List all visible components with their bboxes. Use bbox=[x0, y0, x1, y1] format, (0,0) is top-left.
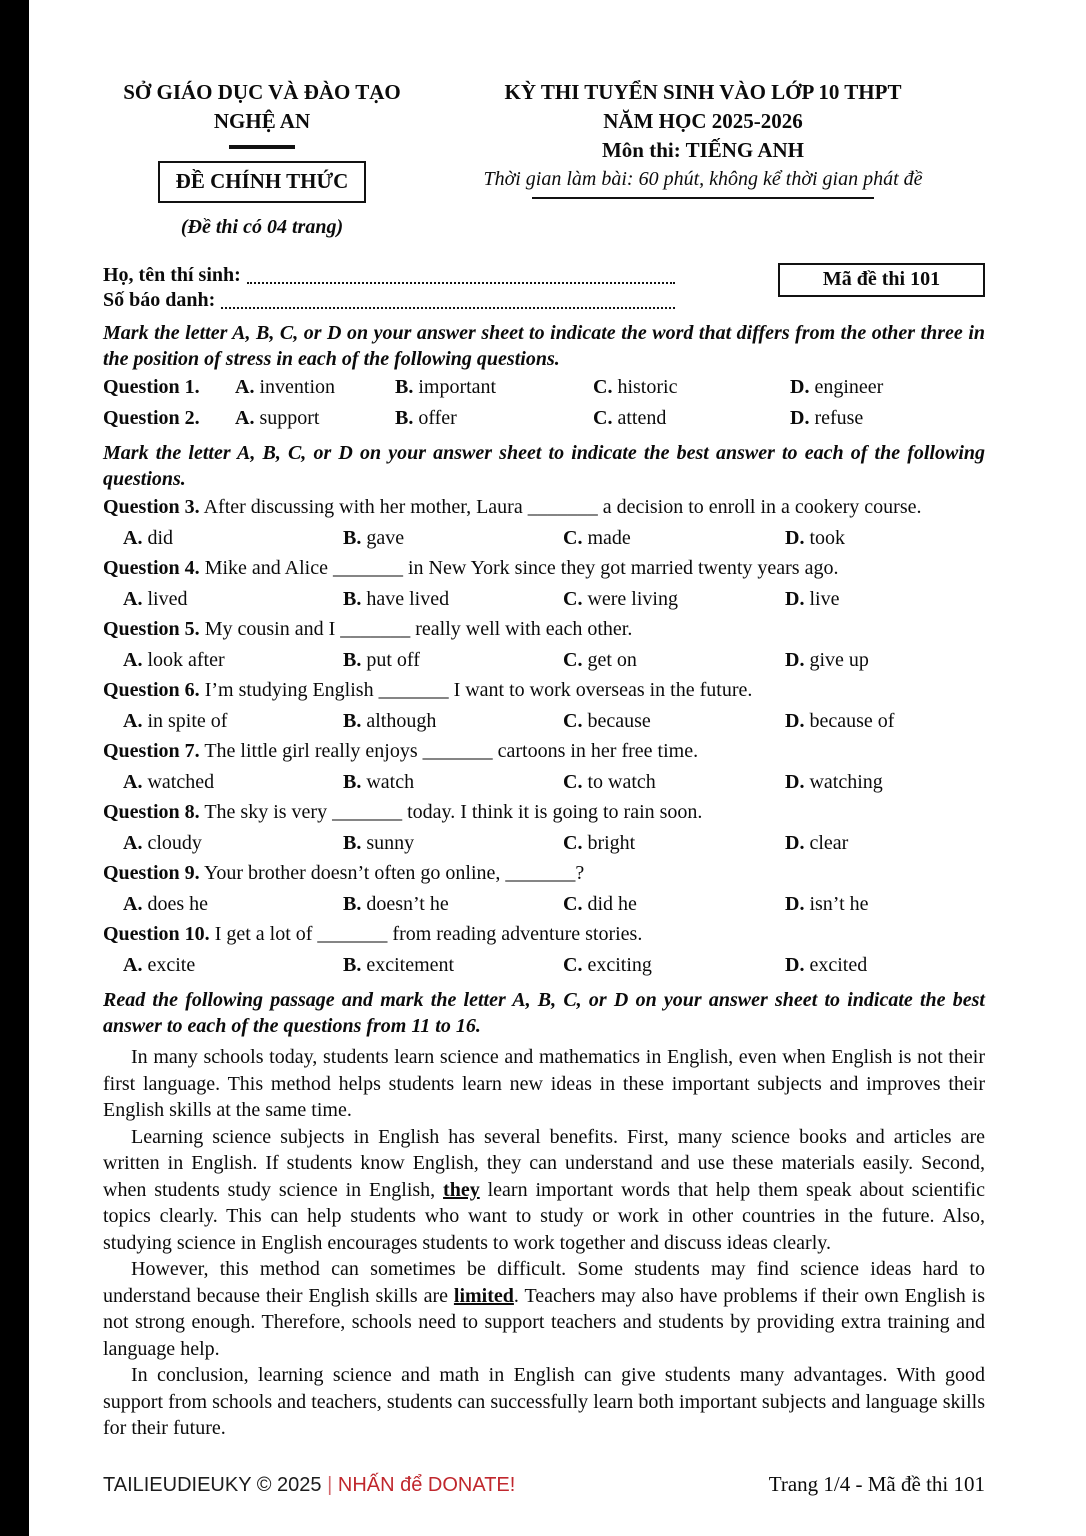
passage-text: learn important words that help them speak about scientific topics clearly. This can help students who want to study or work in other countries in the future. Also, studying science in English encourages students to work together and discuss ideas clearly. bbox=[103, 1178, 985, 1254]
official-exam-box: ĐỀ CHÍNH THỨC bbox=[158, 161, 367, 203]
option-letter: A. bbox=[123, 770, 143, 793]
question-text: The sky is very _______ today. I think it is going to rain soon. bbox=[204, 801, 703, 823]
candidate-name-row bbox=[103, 263, 675, 288]
option-letter: D. bbox=[790, 376, 810, 398]
option-c bbox=[563, 645, 785, 676]
option-letter: D. bbox=[790, 406, 810, 429]
question-options bbox=[103, 889, 985, 920]
option-letter: A. bbox=[123, 892, 143, 915]
question-text: Your brother doesn’t often go online, _______? bbox=[203, 862, 585, 884]
option-a bbox=[123, 645, 343, 676]
option-d bbox=[785, 706, 985, 737]
option-letter: A. bbox=[123, 648, 143, 671]
instruction-reading: Read the following passage and mark the letter A, B, C, or D on your answer sheet to indicate the best answer to each of the questions from 11 to 16. bbox=[103, 989, 985, 1037]
option-a bbox=[123, 767, 343, 798]
option-d bbox=[785, 523, 985, 554]
question-options bbox=[103, 584, 985, 615]
option-text: get on bbox=[587, 648, 637, 671]
option-letter: D. bbox=[785, 526, 805, 549]
question-label: Question 1. bbox=[103, 376, 200, 398]
option-c bbox=[593, 403, 790, 434]
question-label: Question 3. bbox=[103, 496, 200, 518]
question-row bbox=[103, 403, 985, 434]
option-letter: B. bbox=[343, 953, 362, 976]
option-letter: B. bbox=[343, 770, 362, 793]
question-label: Question 4. bbox=[103, 557, 200, 579]
option-text: excitement bbox=[366, 953, 455, 976]
duration-note: Thời gian làm bài: 60 phút, không kể thời gian phát đề bbox=[483, 168, 923, 190]
candidate-name-label: Họ, tên thí sinh: bbox=[103, 264, 241, 286]
option-text: attend bbox=[617, 406, 667, 429]
option-text: put off bbox=[366, 648, 420, 671]
passage-text: . Teachers may also have problems if their own English is not strong enough. Therefore, schools need to support teachers and students by providing extra training and language help. bbox=[103, 1284, 985, 1360]
option-text: live bbox=[809, 587, 840, 610]
option-d bbox=[785, 584, 985, 615]
question-options bbox=[103, 706, 985, 737]
option-text: engineer bbox=[814, 376, 884, 398]
option-letter: C. bbox=[563, 953, 583, 976]
option-b bbox=[343, 645, 563, 676]
question-label: Question 10. bbox=[103, 923, 210, 945]
question-text: I’m studying English _______ I want to work overseas in the future. bbox=[204, 679, 753, 701]
option-c bbox=[563, 889, 785, 920]
option-d bbox=[790, 372, 985, 403]
option-b bbox=[395, 403, 593, 434]
option-b bbox=[343, 889, 563, 920]
header-divider-long bbox=[532, 197, 874, 199]
option-text: watched bbox=[147, 770, 215, 793]
option-c bbox=[563, 828, 785, 859]
option-b bbox=[343, 950, 563, 981]
option-b bbox=[343, 828, 563, 859]
option-b bbox=[343, 767, 563, 798]
highlighted-word-they: they bbox=[443, 1178, 480, 1201]
option-c bbox=[563, 706, 785, 737]
option-letter: D. bbox=[785, 587, 805, 610]
option-letter: B. bbox=[395, 376, 414, 398]
header-divider-short bbox=[229, 145, 295, 149]
option-b bbox=[343, 706, 563, 737]
option-c bbox=[563, 523, 785, 554]
department-name: SỞ GIÁO DỤC VÀ ĐÀO TẠO bbox=[123, 80, 401, 104]
option-text: isn’t he bbox=[809, 892, 869, 915]
footer bbox=[103, 1472, 985, 1497]
instruction-stress: Mark the letter A, B, C, or D on your answer sheet to indicate the word that differs from the other three in the position of stress in each of the following questions. bbox=[103, 322, 985, 370]
option-text: did he bbox=[587, 892, 637, 915]
option-text: sunny bbox=[366, 831, 415, 854]
option-letter: B. bbox=[343, 526, 362, 549]
option-letter: B. bbox=[343, 648, 362, 671]
reading-passage bbox=[103, 1044, 985, 1442]
option-d bbox=[785, 950, 985, 981]
candidate-number-row bbox=[103, 288, 675, 313]
header-right bbox=[421, 78, 985, 239]
exam-title: KỲ THI TUYỂN SINH VÀO LỚP 10 THPT bbox=[504, 80, 902, 104]
footer-brand-line bbox=[103, 1474, 515, 1497]
option-a bbox=[123, 523, 343, 554]
option-text: lived bbox=[147, 587, 188, 610]
candidate-section bbox=[103, 263, 985, 313]
option-letter: B. bbox=[343, 709, 362, 732]
option-a bbox=[123, 889, 343, 920]
option-b bbox=[343, 584, 563, 615]
question-label: Question 7. bbox=[103, 740, 200, 762]
option-d bbox=[790, 403, 985, 434]
question-row bbox=[103, 372, 985, 403]
option-text: offer bbox=[418, 406, 457, 429]
passage-text: Learning science subjects in English has several benefits. First, many science books and articles are written in English. If students know English, they can understand and use these materials easily. Second, when students study science in English, bbox=[103, 1125, 985, 1201]
highlighted-word-limited: limited bbox=[453, 1284, 514, 1307]
option-d bbox=[785, 889, 985, 920]
option-b bbox=[395, 372, 593, 403]
option-c bbox=[593, 372, 790, 403]
scan-edge-strip bbox=[0, 0, 29, 1536]
option-d bbox=[785, 828, 985, 859]
question-text-row bbox=[103, 553, 985, 584]
footer-brand: TAILIEUDIEUKY © 2025 bbox=[103, 1474, 322, 1496]
candidate-number-label: Số báo danh: bbox=[103, 289, 216, 311]
option-letter: C. bbox=[593, 376, 613, 398]
option-letter: D. bbox=[785, 953, 805, 976]
question-text-row bbox=[103, 675, 985, 706]
option-c bbox=[563, 584, 785, 615]
question-label: Question 9. bbox=[103, 862, 200, 884]
option-letter: C. bbox=[563, 892, 583, 915]
option-letter: C. bbox=[563, 831, 583, 854]
question-label: Question 2. bbox=[103, 406, 200, 429]
option-text: watching bbox=[809, 770, 883, 793]
option-text: because of bbox=[809, 709, 895, 732]
question-text-row bbox=[103, 492, 985, 523]
option-text: doesn’t he bbox=[366, 892, 449, 915]
province-name: NGHỆ AN bbox=[213, 109, 311, 133]
question-text-row bbox=[103, 919, 985, 950]
option-text: did bbox=[147, 526, 174, 549]
option-text: cloudy bbox=[147, 831, 202, 854]
option-b bbox=[343, 523, 563, 554]
page-count-note: (Đề thi có 04 trang) bbox=[180, 216, 344, 238]
option-text: made bbox=[587, 526, 631, 549]
candidate-number-fill-line bbox=[221, 288, 675, 309]
option-text: invention bbox=[259, 376, 335, 398]
footer-page-info: Trang 1/4 - Mã đề thi 101 bbox=[768, 1472, 985, 1496]
header bbox=[103, 78, 985, 239]
question-text-row bbox=[103, 614, 985, 645]
instruction-best-answer: Mark the letter A, B, C, or D on your answer sheet to indicate the best answer to each of the following questions. bbox=[103, 442, 985, 490]
candidate-lines bbox=[103, 263, 675, 313]
option-d bbox=[785, 645, 985, 676]
option-a bbox=[123, 950, 343, 981]
option-text: although bbox=[366, 709, 437, 732]
question-text: Mike and Alice _______ in New York since they got married twenty years ago. bbox=[204, 557, 839, 579]
question-text-row bbox=[103, 736, 985, 767]
option-text: clear bbox=[809, 831, 849, 854]
subject-line: Môn thi: TIẾNG ANH bbox=[601, 138, 805, 162]
option-text: in spite of bbox=[147, 709, 228, 732]
option-text: bright bbox=[587, 831, 636, 854]
option-a bbox=[123, 584, 343, 615]
option-text: because bbox=[587, 709, 651, 732]
passage-paragraph-2 bbox=[103, 1124, 985, 1257]
question-text-row bbox=[103, 797, 985, 828]
question-text: The little girl really enjoys _______ cartoons in her free time. bbox=[204, 740, 699, 762]
candidate-name-fill-line bbox=[247, 263, 675, 284]
question-label: Question 6. bbox=[103, 679, 200, 701]
question-options bbox=[103, 767, 985, 798]
option-text: exciting bbox=[587, 953, 652, 976]
option-d bbox=[785, 767, 985, 798]
question-label: Question 5. bbox=[103, 618, 200, 640]
option-letter: D. bbox=[785, 831, 805, 854]
question-options bbox=[103, 645, 985, 676]
option-a bbox=[235, 403, 395, 434]
option-c bbox=[563, 950, 785, 981]
question-options bbox=[103, 950, 985, 981]
option-letter: A. bbox=[235, 406, 255, 429]
option-letter: D. bbox=[785, 648, 805, 671]
passage-text: However, this method can sometimes be difficult. Some students may find science ideas hard to understand because their English skills are bbox=[103, 1258, 985, 1307]
option-text: to watch bbox=[587, 770, 656, 793]
option-text: were living bbox=[587, 587, 678, 610]
option-text: historic bbox=[617, 376, 678, 398]
option-text: excite bbox=[147, 953, 196, 976]
header-left bbox=[103, 78, 421, 239]
school-year: NĂM HỌC 2025-2026 bbox=[603, 109, 803, 133]
option-letter: C. bbox=[593, 406, 613, 429]
option-text: watch bbox=[366, 770, 415, 793]
question-text: After discussing with her mother, Laura _______ a decision to enroll in a cookery course. bbox=[203, 496, 922, 518]
option-letter: A. bbox=[123, 709, 143, 732]
option-letter: D. bbox=[785, 770, 805, 793]
page-content bbox=[103, 78, 985, 1442]
option-letter: A. bbox=[123, 526, 143, 549]
option-a bbox=[123, 706, 343, 737]
option-text: refuse bbox=[814, 406, 864, 429]
official-exam-box-wrap bbox=[103, 161, 421, 203]
option-text: important bbox=[418, 376, 497, 398]
question-text: My cousin and I _______ really well with each other. bbox=[204, 618, 633, 640]
question-options bbox=[103, 828, 985, 859]
footer-donate-link[interactable]: NHẤN để DONATE! bbox=[337, 1474, 516, 1496]
option-letter: C. bbox=[563, 770, 583, 793]
option-letter: B. bbox=[343, 587, 362, 610]
option-letter: A. bbox=[123, 953, 143, 976]
option-letter: A. bbox=[123, 831, 143, 854]
option-a bbox=[123, 828, 343, 859]
option-text: have lived bbox=[366, 587, 450, 610]
option-text: excited bbox=[809, 953, 868, 976]
option-letter: B. bbox=[343, 892, 362, 915]
question-options bbox=[103, 523, 985, 554]
option-text: gave bbox=[366, 526, 405, 549]
option-letter: C. bbox=[563, 526, 583, 549]
option-a bbox=[235, 372, 395, 403]
option-letter: A. bbox=[235, 376, 255, 398]
footer-separator: | bbox=[327, 1474, 333, 1496]
question-text-row bbox=[103, 858, 985, 889]
option-letter: C. bbox=[563, 709, 583, 732]
passage-paragraph-4: In conclusion, learning science and math in English can give students many advantages. With good support from schools and teachers, students can successfully learn both important subjects and language skills for their future. bbox=[103, 1364, 985, 1439]
question-text: I get a lot of _______ from reading adventure stories. bbox=[214, 923, 643, 945]
option-letter: B. bbox=[395, 406, 414, 429]
option-letter: C. bbox=[563, 587, 583, 610]
option-letter: D. bbox=[785, 709, 805, 732]
passage-paragraph-1: In many schools today, students learn science and mathematics in English, even when English is not their first language. This method helps students learn new ideas in these important subjects and improves their English skills at the same time. bbox=[103, 1046, 985, 1121]
option-letter: C. bbox=[563, 648, 583, 671]
option-letter: D. bbox=[785, 892, 805, 915]
option-letter: B. bbox=[343, 831, 362, 854]
option-text: give up bbox=[809, 648, 869, 671]
passage-paragraph-3 bbox=[103, 1256, 985, 1362]
option-letter: A. bbox=[123, 587, 143, 610]
question-label: Question 8. bbox=[103, 801, 200, 823]
exam-code-box: Mã đề thi 101 bbox=[778, 263, 985, 297]
option-text: look after bbox=[147, 648, 225, 671]
option-c bbox=[563, 767, 785, 798]
option-text: support bbox=[259, 406, 320, 429]
option-text: does he bbox=[147, 892, 208, 915]
option-text: took bbox=[809, 526, 846, 549]
